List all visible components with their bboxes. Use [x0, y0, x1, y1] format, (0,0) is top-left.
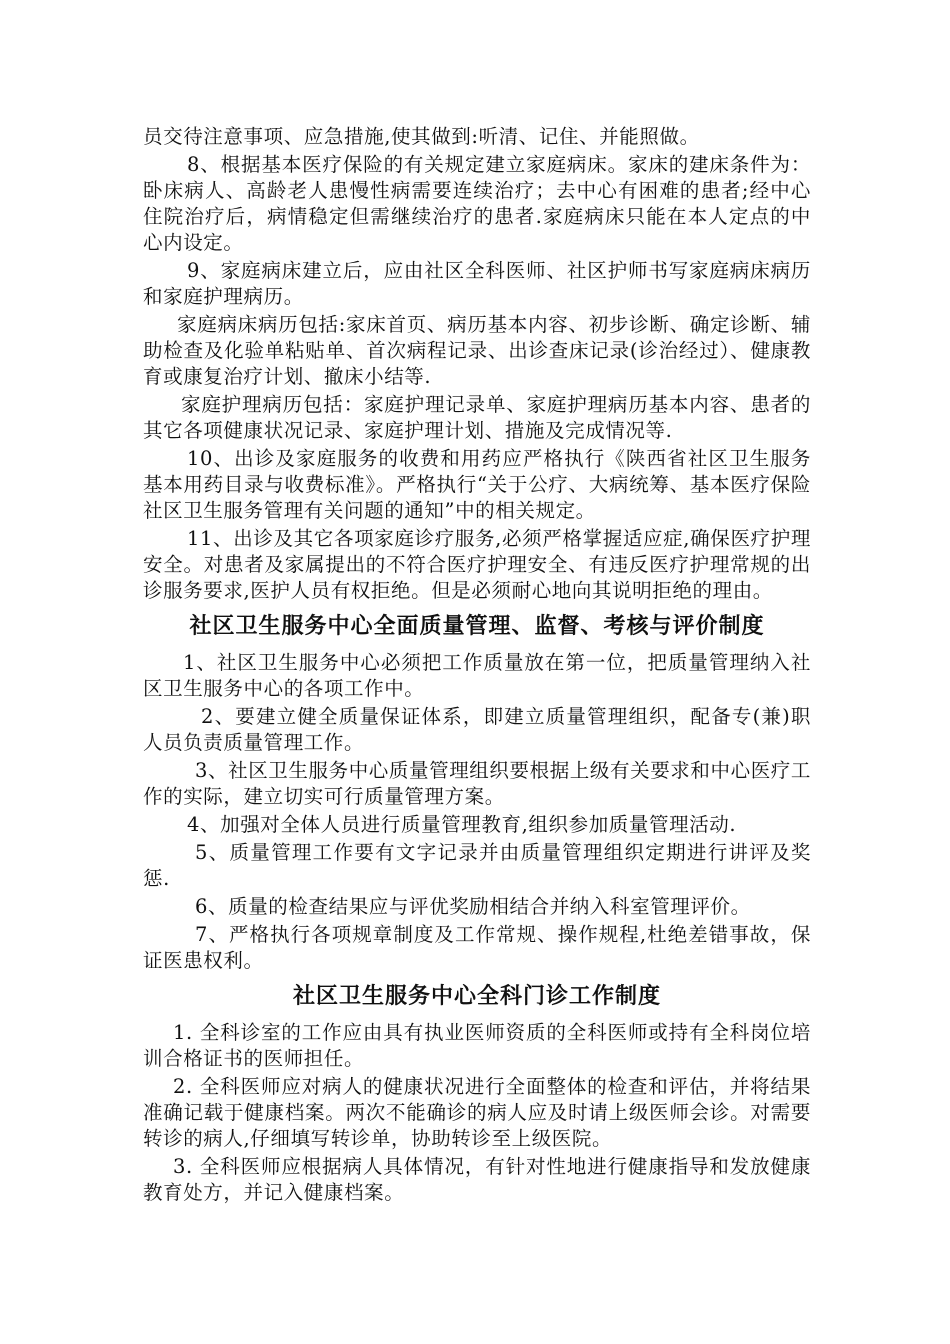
paragraph-item-8: 8、根据基本医疗保险的有关规定建立家庭病床。家床的建床条件为：卧床病人、高龄老人患慢性病需要连续治疗；去中心有困难的患者;经中心住院治疗后，病情稳定但需继续治疗的患者.家庭病床只能在本人定点的中心内设定。	[143, 153, 811, 254]
clinic-item-3: 3. 全科医师应根据病人具体情况，有针对性地进行健康指导和发放健康教育处方，并记入健康档案。	[143, 1155, 811, 1204]
section-title-general-clinic: 社区卫生服务中心全科门诊工作制度	[292, 984, 661, 1009]
quality-item-6: 6、质量的检查结果应与评优奖励相结合并纳入科室管理评价。	[195, 895, 751, 918]
paragraph-continuation: 员交待注意事项、应急措施,使其做到:听清、记住、并能照做。	[143, 125, 700, 148]
clinic-item-1: 1. 全科诊室的工作应由具有执业医师资质的全科医师或持有全科岗位培训合格证书的医师担任。	[143, 1021, 811, 1070]
document-body	[143, 124, 811, 1208]
section-title-quality-management: 社区卫生服务中心全面质量管理、监督、考核与评价制度	[189, 614, 765, 639]
quality-item-2: 2、要建立健全质量保证体系，即建立质量管理组织，配备专(兼)职人员负责质量管理工作。	[143, 705, 811, 754]
paragraph-family-nursing-record: 家庭护理病历包括：家庭护理记录单、家庭护理病历基本内容、患者的其它各项健康状况记录、家庭护理计划、措施及完成情况等.	[143, 393, 811, 442]
paragraph-item-11: 11、出诊及其它各项家庭诊疗服务,必须严格掌握适应症,确保医疗护理安全。对患者及家属提出的不符合医疗护理安全、有违反医疗护理常规的出诊服务要求,医护人员有权拒绝。但是必须耐心地向其说明拒绝的理由。	[143, 527, 811, 602]
quality-item-7: 7、严格执行各项规章制度及工作常规、操作规程,杜绝差错事故，保证医患权利。	[143, 923, 811, 972]
quality-item-3: 3、社区卫生服务中心质量管理组织要根据上级有关要求和中心医疗工作的实际，建立切实可行质量管理方案。	[143, 759, 812, 808]
quality-item-1: 1、社区卫生服务中心必须把工作质量放在第一位，把质量管理纳入社区卫生服务中心的各项工作中。	[143, 651, 811, 700]
quality-item-5: 5、质量管理工作要有文字记录并由质量管理组织定期进行讲评及奖惩.	[143, 841, 811, 890]
clinic-item-2: 2. 全科医师应对病人的健康状况进行全面整体的检查和评估，并将结果准确记载于健康档案。两次不能确诊的病人应及时请上级医师会诊。对需要转诊的病人,仔细填写转诊单，协助转诊至上级医院。	[143, 1075, 811, 1150]
paragraph-family-bed-record: 家庭病床病历包括:家床首页、病历基本内容、初步诊断、确定诊断、辅助检查及化验单粘贴单、首次病程记录、出诊查床记录(诊治经过）、健康教育或康复治疗计划、撤床小结等.	[143, 313, 811, 388]
paragraph-item-10: 10、出诊及家庭服务的收费和用药应严格执行《陕西省社区卫生服务基本用药目录与收费标准》。严格执行“关于公疗、大病统筹、基本医疗保险社区卫生服务管理有关问题的通知”中的相关规定。	[143, 447, 811, 522]
quality-item-4: 4、加强对全体人员进行质量管理教育,组织参加质量管理活动.	[187, 813, 737, 836]
paragraph-item-9: 9、家庭病床建立后，应由社区全科医师、社区护师书写家庭病床病历和家庭护理病历。	[143, 259, 811, 308]
